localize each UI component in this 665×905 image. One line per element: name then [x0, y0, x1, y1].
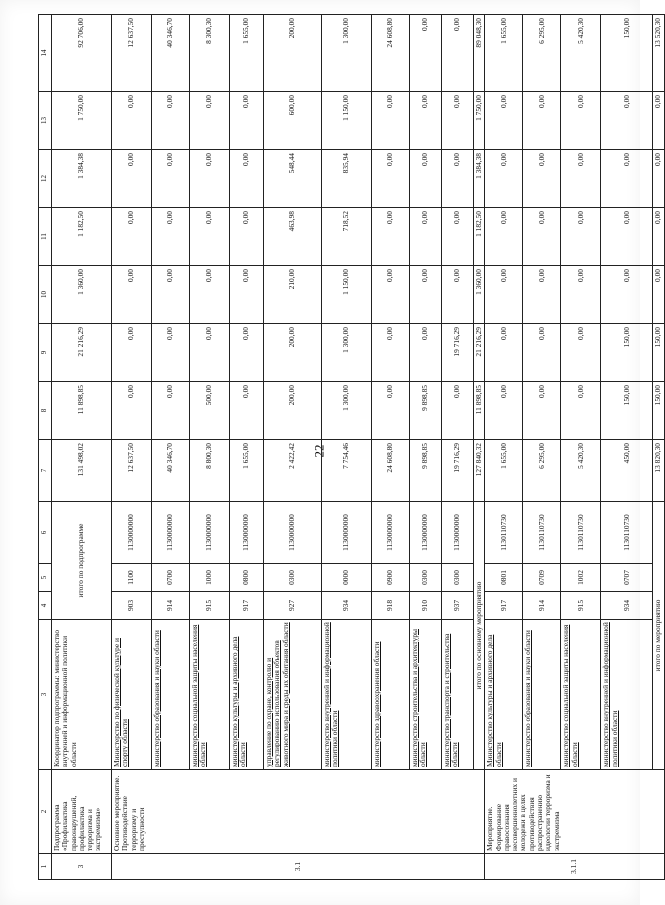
value-cell: 0,00	[523, 92, 561, 150]
value-cell: 0,00	[601, 266, 653, 324]
value-cell: 500,00	[190, 382, 230, 440]
executor-row	[485, 15, 523, 880]
value-cell: 21 216,29	[52, 324, 112, 382]
value-cell: 0,00	[561, 324, 601, 382]
executor-row	[523, 15, 561, 880]
executor-row	[561, 15, 601, 880]
value-cell: 1 360,00	[52, 266, 112, 324]
total-label: итого по мероприятию	[653, 502, 664, 770]
value-cell: 0,00	[230, 324, 264, 382]
header-cell: 4	[39, 592, 52, 620]
code-cell: 1130000000	[152, 502, 190, 564]
code-cell: 1130000000	[112, 502, 152, 564]
value-cell: 127 840,32	[474, 440, 485, 502]
value-cell: 5 420,30	[561, 15, 601, 92]
value-cell: 0,00	[230, 208, 264, 266]
value-cell: 0,00	[410, 15, 442, 92]
value-cell: 8 300,30	[190, 15, 230, 92]
value-cell: 19 716,29	[442, 324, 474, 382]
executor-row	[372, 15, 410, 880]
value-cell: 0,00	[442, 92, 474, 150]
code-cell: 1130000000	[372, 502, 410, 564]
value-cell: 1 300,00	[322, 382, 372, 440]
code-cell: 0300	[264, 564, 322, 592]
executor-row	[601, 15, 653, 880]
value-cell: 0,00	[410, 266, 442, 324]
header-cell: 10	[39, 266, 52, 324]
value-cell: 0,00	[561, 266, 601, 324]
value-cell: 0,00	[485, 382, 523, 440]
value-cell: 0,00	[523, 266, 561, 324]
header-cell: 12	[39, 150, 52, 208]
executor-name: министерство строительства и архитектуры области	[410, 620, 442, 770]
value-cell: 0,00	[190, 208, 230, 266]
header-cell: 3	[39, 620, 52, 770]
value-cell: 0,00	[152, 92, 190, 150]
code-cell: 1130000000	[264, 502, 322, 564]
value-cell: 0,00	[152, 266, 190, 324]
budget-table	[38, 14, 665, 880]
code-cell: 1130000000	[190, 502, 230, 564]
header-cell: 13	[39, 92, 52, 150]
value-cell: 0,00	[372, 266, 410, 324]
code-cell: 937	[442, 592, 474, 620]
value-cell: 0,00	[653, 266, 664, 324]
value-cell: 1 300,00	[322, 15, 372, 92]
value-cell: 0,00	[523, 382, 561, 440]
executor-name: Министерство культуры и архивного дела области	[485, 620, 523, 770]
code-cell: 1130110730	[561, 502, 601, 564]
value-cell: 210,00	[264, 266, 322, 324]
value-cell: 0,00	[190, 150, 230, 208]
value-cell: 1 300,00	[322, 324, 372, 382]
value-cell: 0,00	[372, 208, 410, 266]
value-cell: 0,00	[112, 382, 152, 440]
value-cell: 0,00	[190, 92, 230, 150]
value-cell: 40 346,70	[152, 440, 190, 502]
value-cell: 0,00	[653, 208, 664, 266]
value-cell: 24 608,80	[372, 440, 410, 502]
value-cell: 1 182,50	[474, 208, 485, 266]
value-cell: 13 820,30	[653, 440, 664, 502]
value-cell: 40 346,70	[152, 15, 190, 92]
executor-name: министерство образования и науки области	[523, 620, 561, 770]
value-cell: 0,00	[561, 92, 601, 150]
value-cell: 0,00	[442, 382, 474, 440]
value-cell: 0,00	[485, 266, 523, 324]
page-number: 22	[311, 444, 327, 458]
value-cell: 0,00	[230, 92, 264, 150]
code-cell: 0900	[372, 564, 410, 592]
value-cell: 1 384,38	[52, 150, 112, 208]
code-cell: 0300	[410, 564, 442, 592]
code-cell: 0700	[152, 564, 190, 592]
code-cell: 1130110730	[523, 502, 561, 564]
value-cell: 0,00	[523, 324, 561, 382]
value-cell: 0,00	[230, 266, 264, 324]
header-cell: 14	[39, 15, 52, 92]
value-cell: 600,00	[264, 92, 322, 150]
value-cell: 1 150,00	[322, 266, 372, 324]
code-cell: 1130110730	[485, 502, 523, 564]
value-cell: 0,00	[112, 266, 152, 324]
value-cell: 0,00	[112, 92, 152, 150]
value-cell: 0,00	[561, 208, 601, 266]
code-cell: 915	[190, 592, 230, 620]
measure-name: Основное мероприятие. Противодействие терроризму и преступности	[112, 770, 485, 854]
value-cell: 450,00	[601, 440, 653, 502]
measure-3-1-group	[112, 15, 485, 880]
value-cell: 200,00	[264, 324, 322, 382]
code-cell: 1130110730	[601, 502, 653, 564]
code-cell: 934	[601, 592, 653, 620]
code-cell: 934	[322, 592, 372, 620]
value-cell: 150,00	[653, 324, 664, 382]
executor-row	[152, 15, 190, 880]
executor-name: Министерство по физической культуре и спорту области	[112, 620, 152, 770]
code-cell: 917	[485, 592, 523, 620]
code-cell: 0800	[230, 564, 264, 592]
header-cell: 11	[39, 208, 52, 266]
code-cell: 914	[152, 592, 190, 620]
subprogram-coordinator: Координатор подпрограммы: министерство внутренней и информационной политики области	[52, 620, 112, 770]
code-cell: 917	[230, 592, 264, 620]
value-cell: 0,00	[152, 324, 190, 382]
subprogram-name: Подпрограмма «Профилактика правонарушений, профилактика терроризма и экстремизма»	[52, 770, 112, 854]
value-cell: 12 637,50	[112, 15, 152, 92]
value-cell: 0,00	[190, 266, 230, 324]
value-cell: 1 655,00	[485, 15, 523, 92]
value-cell: 19 716,29	[442, 440, 474, 502]
executor-row	[442, 15, 474, 880]
code-cell: 1000	[190, 564, 230, 592]
value-cell: 150,00	[653, 382, 664, 440]
code-cell: 915	[561, 592, 601, 620]
value-cell: 6 295,00	[523, 15, 561, 92]
value-cell: 0,00	[485, 208, 523, 266]
value-cell: 0,00	[410, 208, 442, 266]
executor-name: министерство транспорта и строительства области	[442, 620, 474, 770]
code-cell: 903	[112, 592, 152, 620]
value-cell: 1 182,50	[52, 208, 112, 266]
value-cell: 5 420,30	[561, 440, 601, 502]
code-cell: 0707	[601, 564, 653, 592]
value-cell: 0,00	[410, 150, 442, 208]
value-cell: 0,00	[523, 150, 561, 208]
value-cell: 0,00	[485, 150, 523, 208]
executor-name: министерство культуры и архивного дела области	[230, 620, 264, 770]
value-cell: 0,00	[152, 150, 190, 208]
value-cell: 2 422,42	[264, 440, 322, 502]
executor-row	[112, 15, 152, 880]
executor-name: министерство внутренней и информационной политики области	[322, 620, 372, 770]
value-cell: 0,00	[442, 15, 474, 92]
value-cell: 1 360,00	[474, 266, 485, 324]
executor-name: министерство социальной защиты населения области	[561, 620, 601, 770]
header-cell: 8	[39, 382, 52, 440]
value-cell: 0,00	[601, 92, 653, 150]
code-cell: 914	[523, 592, 561, 620]
value-cell: 8 800,30	[190, 440, 230, 502]
header-cell: 7	[39, 440, 52, 502]
executor-name: министерство внутренней и информационной политики области	[601, 620, 653, 770]
subprogram-total-label: итого по подпрограмме	[52, 502, 112, 620]
value-cell: 0,00	[230, 382, 264, 440]
value-cell: 11 898,85	[52, 382, 112, 440]
header-cell: 6	[39, 502, 52, 564]
executor-row	[410, 15, 442, 880]
value-cell: 0,00	[653, 150, 664, 208]
code-cell: 1130000000	[410, 502, 442, 564]
value-cell: 24 608,80	[372, 15, 410, 92]
code-cell: 1130000000	[442, 502, 474, 564]
value-cell: 0,00	[442, 150, 474, 208]
executor-row	[264, 15, 322, 880]
value-cell: 0,00	[152, 208, 190, 266]
code-cell: 0300	[442, 564, 474, 592]
value-cell: 1 750,00	[474, 92, 485, 150]
code-cell: 0801	[485, 564, 523, 592]
executor-row	[322, 15, 372, 880]
total-row	[653, 15, 664, 880]
value-cell: 0,00	[190, 324, 230, 382]
value-cell: 1 150,00	[322, 92, 372, 150]
value-cell: 1 384,38	[474, 150, 485, 208]
value-cell: 0,00	[152, 382, 190, 440]
value-cell: 7 754,46	[322, 440, 372, 502]
value-cell: 548,44	[264, 150, 322, 208]
value-cell: 0,00	[372, 92, 410, 150]
code-cell: 1002	[561, 564, 601, 592]
executor-name: управление по охране, контролю и регулированию использования объектов животного мира и среды их обитания области	[264, 620, 322, 770]
value-cell: 11 898,85	[474, 382, 485, 440]
value-cell: 13 520,30	[653, 15, 664, 92]
code-cell: 1100	[112, 564, 152, 592]
header-cell: 5	[39, 564, 52, 592]
value-cell: 0,00	[410, 92, 442, 150]
value-cell: 0,00	[601, 208, 653, 266]
value-cell: 131 498,02	[52, 440, 112, 502]
value-cell: 0,00	[561, 382, 601, 440]
value-cell: 150,00	[601, 324, 653, 382]
value-cell: 0,00	[485, 92, 523, 150]
subprogram-number: 3	[52, 854, 112, 880]
subprogram-row	[52, 15, 112, 880]
value-cell: 12 637,50	[112, 440, 152, 502]
value-cell: 9 898,85	[410, 382, 442, 440]
value-cell: 0,00	[112, 150, 152, 208]
value-cell: 718,52	[322, 208, 372, 266]
value-cell: 150,00	[601, 15, 653, 92]
rotated-table-container	[38, 15, 663, 880]
code-cell: 1130000000	[230, 502, 264, 564]
executor-row	[230, 15, 264, 880]
value-cell: 1 655,00	[230, 440, 264, 502]
value-cell: 0,00	[410, 324, 442, 382]
value-cell: 21 216,29	[474, 324, 485, 382]
value-cell: 1 655,00	[230, 15, 264, 92]
value-cell: 0,00	[372, 150, 410, 208]
executor-name: министерство здравоохранения области	[372, 620, 410, 770]
value-cell: 200,00	[264, 382, 322, 440]
value-cell: 0,00	[442, 266, 474, 324]
value-cell: 0,00	[442, 208, 474, 266]
executor-row	[190, 15, 230, 880]
header-number-row	[39, 15, 52, 880]
executor-name: министерство образования и науки области	[152, 620, 190, 770]
value-cell: 92 706,00	[52, 15, 112, 92]
value-cell: 0,00	[485, 324, 523, 382]
measure-number: 3.1.1	[485, 854, 664, 880]
value-cell: 0,00	[230, 150, 264, 208]
value-cell: 1 750,00	[52, 92, 112, 150]
value-cell: 0,00	[561, 150, 601, 208]
value-cell: 200,00	[264, 15, 322, 92]
header-cell: 2	[39, 770, 52, 854]
value-cell: 9 898,85	[410, 440, 442, 502]
value-cell: 1 655,00	[485, 440, 523, 502]
value-cell: 0,00	[601, 150, 653, 208]
value-cell: 6 295,00	[523, 440, 561, 502]
code-cell: 0000	[322, 564, 372, 592]
total-label: итого по основному мероприятию	[474, 502, 485, 770]
measure-3-1-1-group	[485, 15, 664, 880]
header-cell: 9	[39, 324, 52, 382]
code-cell: 927	[264, 592, 322, 620]
value-cell: 0,00	[653, 92, 664, 150]
value-cell: 463,98	[264, 208, 322, 266]
value-cell: 0,00	[372, 324, 410, 382]
code-cell: 1130000000	[322, 502, 372, 564]
value-cell: 89 048,30	[474, 15, 485, 92]
value-cell: 835,94	[322, 150, 372, 208]
code-cell: 918	[372, 592, 410, 620]
value-cell: 0,00	[372, 382, 410, 440]
total-row	[474, 15, 485, 880]
executor-name: министерство социальной защиты населения области	[190, 620, 230, 770]
value-cell: 0,00	[112, 324, 152, 382]
value-cell: 0,00	[523, 208, 561, 266]
measure-name: Мероприятие. Формирование правосознания несовершеннолетних и молодежи в целях противодействия распространению идеологии терроризма и экстремизма	[485, 770, 664, 854]
value-cell: 150,00	[601, 382, 653, 440]
code-cell: 910	[410, 592, 442, 620]
value-cell: 0,00	[112, 208, 152, 266]
header-cell: 1	[39, 854, 52, 880]
code-cell: 0709	[523, 564, 561, 592]
measure-number: 3.1	[112, 854, 485, 880]
